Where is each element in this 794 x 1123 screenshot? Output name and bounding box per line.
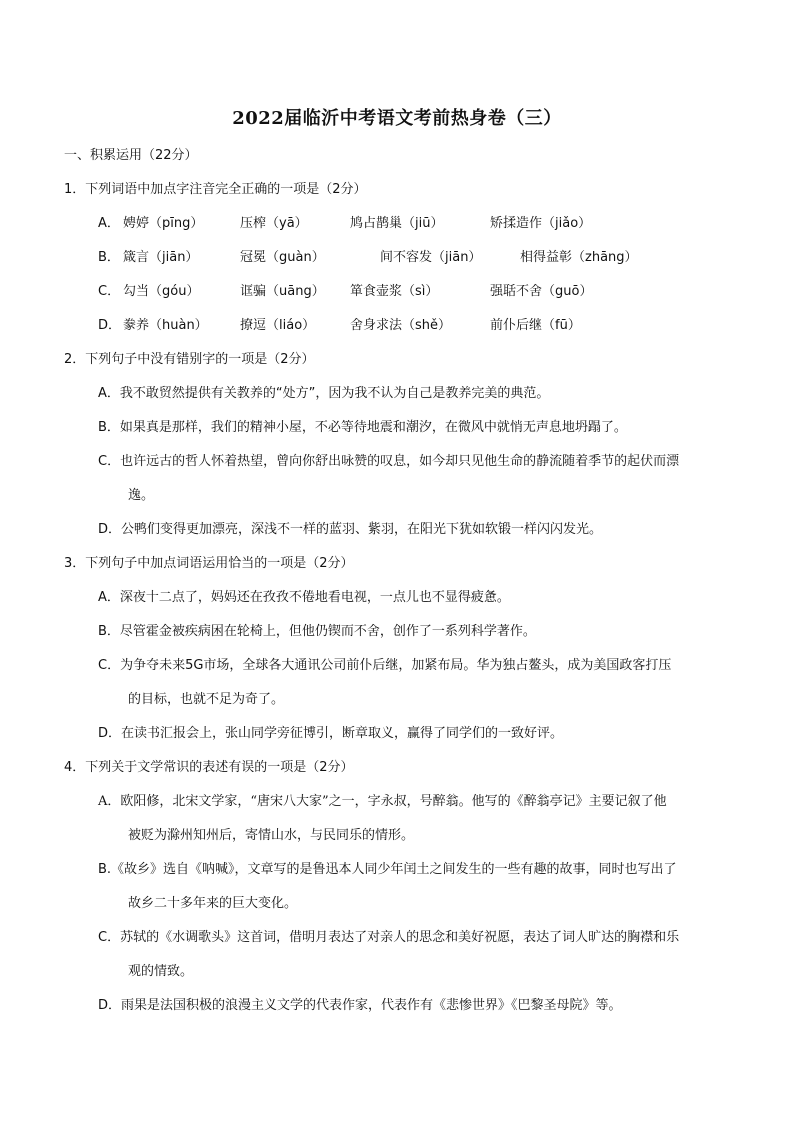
option-label: B．	[98, 250, 120, 265]
question-4-option-a-cont: 被贬为滁州知州后，寄情山水，与民同乐的情形。	[128, 828, 415, 843]
question-2-option-b: B．如果真是那样，我们的精神小屋，不必等待地震和潮汐，在微风中就悄无声息地坍蹋了。	[98, 420, 627, 435]
option-item: 箪食壶浆（sì）	[350, 284, 439, 299]
option-item: 舍身求法（shě）	[350, 318, 452, 333]
question-3-option-b: B．尽管霍金被疾病困在轮椅上，但他仍锲而不舍，创作了一系列科学著作。	[98, 624, 536, 639]
question-2-option-a: A．我不敢贸然提供有关教养的“处方”，因为我不认为自己是教养完美的典范。	[98, 386, 550, 401]
option-item: 压榨（yā）	[240, 216, 308, 231]
option-item: 豢养（huàn）	[123, 318, 208, 333]
option-label: A．	[98, 216, 120, 231]
question-3-option-d: D．在读书汇报会上，张山同学旁征博引，断章取义，赢得了同学们的一致好评。	[98, 726, 564, 741]
option-item: 诓骗（uāng）	[240, 284, 325, 299]
option-item: 撩逗（liáo）	[240, 318, 316, 333]
option-item: 强聒不舍（guō）	[490, 284, 593, 299]
question-3-option-c: C．为争夺未来5G市场，全球各大通讯公司前仆后继，加紧布局。华为独占鳌头，成为美国政客打压	[98, 658, 672, 673]
option-item: 前仆后继（fū）	[490, 318, 581, 333]
option-item: 娉婷（pīng）	[123, 216, 204, 231]
option-item: 勾当（góu）	[123, 284, 200, 299]
question-4-option-b: B.《故乡》选自《呐喊》，文章写的是鲁迅本人同少年闰土之间发生的一些有趣的故事，同时也写出了	[98, 862, 677, 877]
question-4-option-a: A．欧阳修，北宋文学家，“唐宋八大家”之一，字永叔，号醉翁。他写的《醉翁亭记》主要记叙了他	[98, 794, 667, 809]
option-label: D．	[98, 318, 122, 333]
option-item: 矫揉造作（jiǎo）	[490, 216, 592, 231]
question-4-option-b-cont: 故乡二十多年来的巨大变化。	[128, 896, 298, 911]
question-2-option-c: C．也许远古的哲人怀着热望，曾向你舒出咏赞的叹息，如今却只见他生命的静流随着季节的起伏而漂	[98, 454, 680, 469]
question-4-stem: 4．下列关于文学常识的表述有误的一项是（2分）	[64, 760, 354, 775]
question-2-stem: 2．下列句子中没有错别字的一项是（2分）	[64, 352, 315, 367]
section-heading: 一、积累运用（22分）	[64, 148, 198, 163]
option-label: C．	[98, 284, 121, 299]
option-item: 相得益彰（zhāng）	[520, 250, 638, 265]
option-item: 箴言（jiān）	[123, 250, 199, 265]
question-4-option-c-cont: 观的情致。	[128, 964, 194, 979]
page-title: 2022届临沂中考语文考前热身卷（三）	[232, 108, 562, 129]
question-2-option-d: D．公鸭们变得更加漂亮，深浅不一样的蓝羽、紫羽，在阳光下犹如软锻一样闪闪发光。	[98, 522, 603, 537]
question-1-stem: 1．下列词语中加点字注音完全正确的一项是（2分）	[64, 182, 367, 197]
option-item: 鸠占鹊巢（jiū）	[350, 216, 444, 231]
question-4-option-d: D．雨果是法国积极的浪漫主义文学的代表作家，代表作有《悲惨世界》《巴黎圣母院》等。	[98, 998, 622, 1013]
option-item: 间不容发（jiān）	[380, 250, 482, 265]
question-3-option-c-cont: 的目标，也就不足为奇了。	[128, 692, 285, 707]
option-item: 冠冕（guàn）	[240, 250, 325, 265]
question-2-option-c-cont: 逸。	[128, 488, 155, 503]
question-3-stem: 3．下列句子中加点词语运用恰当的一项是（2分）	[64, 556, 354, 571]
question-3-option-a: A．深夜十二点了，妈妈还在孜孜不倦地看电视，一点儿也不显得疲惫。	[98, 590, 510, 605]
question-4-option-c: C．苏轼的《水调歌头》这首词，借明月表达了对亲人的思念和美好祝愿，表达了词人旷达的胸襟和乐	[98, 930, 680, 945]
